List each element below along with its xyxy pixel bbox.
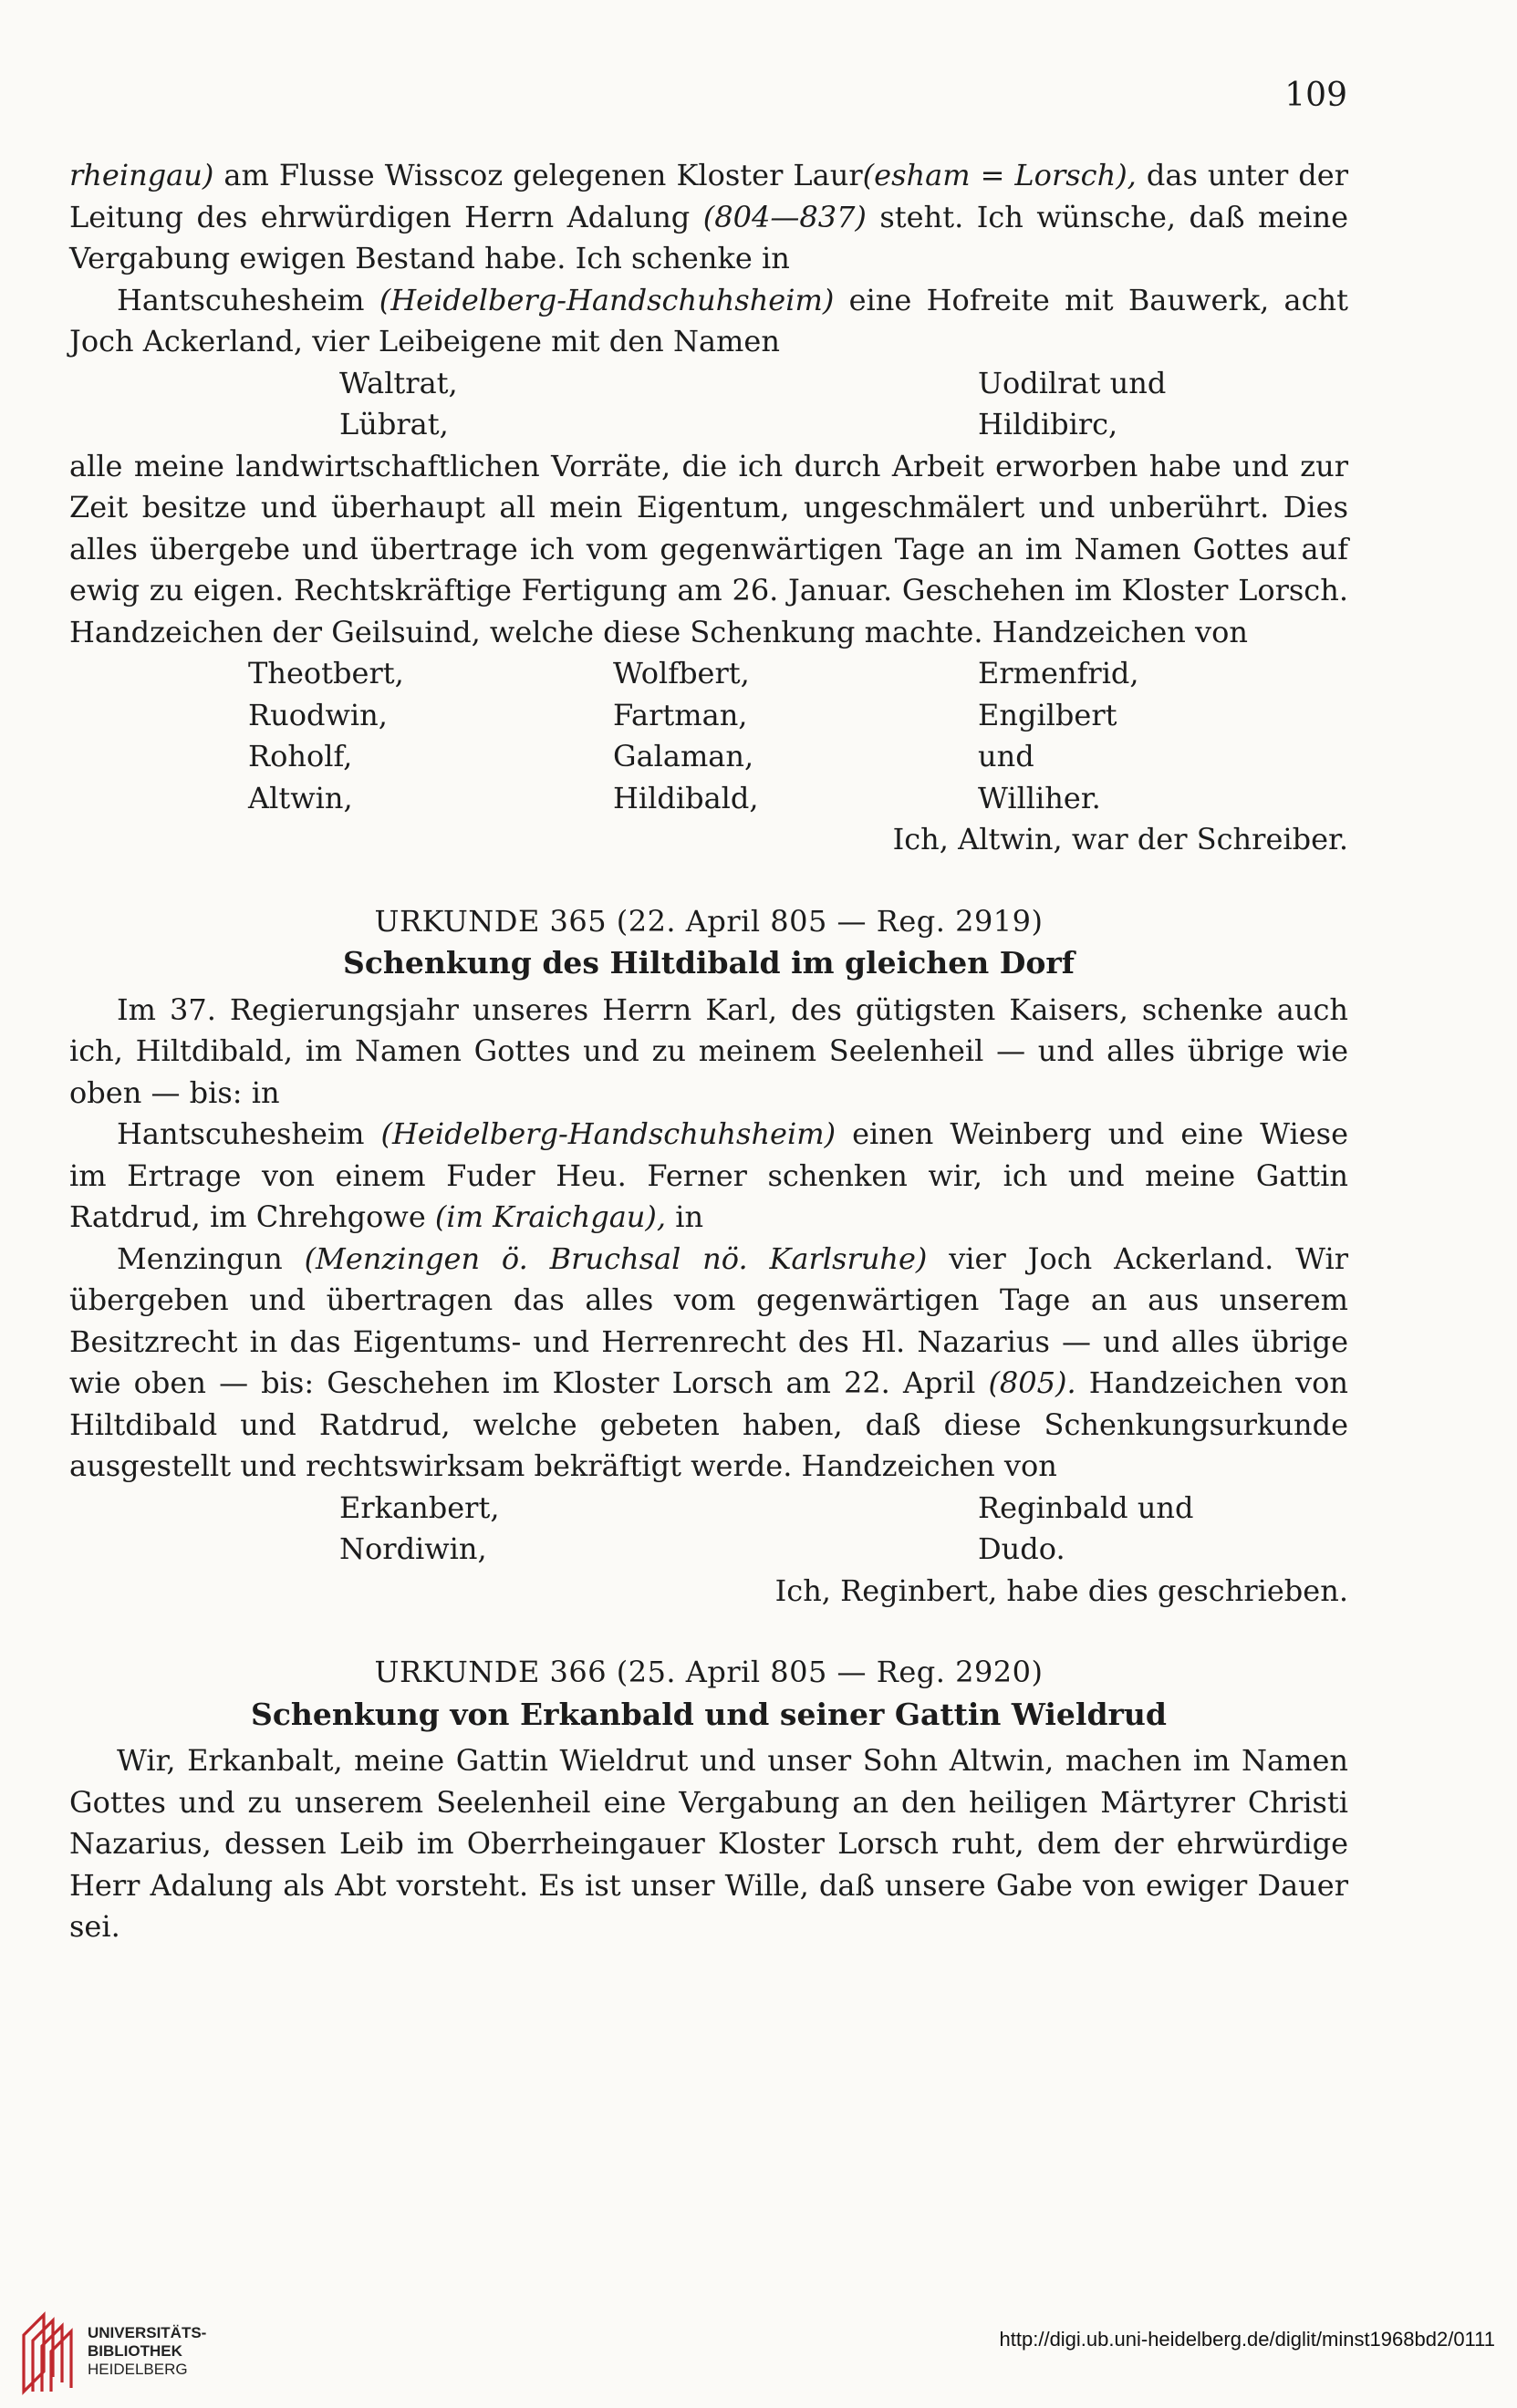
- italic-fragment: (im Kraichgau),: [434, 1199, 667, 1234]
- witness-name: Erkanbert,: [339, 1489, 500, 1525]
- text-fragment: Hantscuhesheim: [117, 1116, 381, 1151]
- paragraph-body: Wir, Erkanbalt, meine Gattin Wieldrut und unser Sohn Altwin, machen im Namen Gottes und zu unserem Seelenheil eine Vergabung an den heiligen Märtyrer Christi Nazarius, dessen Leib im Oberrheingauer Kloster Lorsch ruht, dem der ehrwürdige Herr Adalung als Abt vorsteht. Es ist unser Wille, daß unsere Gabe von ewiger Dauer sei.: [69, 1743, 1348, 1944]
- section-heading: URKUNDE 366 (25. April 805 — Reg. 2920): [374, 1655, 1044, 1689]
- text-fragment: vier Joch Ackerland. Wir übergeben und übertragen das alles vom gegenwärtigen Tage an aus unserem Besitzrecht in das Eigentums- und Herrenrecht des Hl. Nazarius — und alles übrige wie oben — bis: Geschehen im Kloster Lorsch am 22. April: [69, 1240, 1349, 1400]
- paragraph-body: Im 37. Regierungsjahr unseres Herrn Karl, des gütigsten Kaisers, schenke auch ich, Hiltdibald, im Namen Gottes und zu meinem Seelenheil — und alles übrige wie oben — bis: in: [69, 991, 1348, 1110]
- library-name: [88, 2324, 206, 2379]
- serf-name: Lübrat,: [339, 407, 449, 441]
- witness-name: Fartman,: [613, 697, 748, 732]
- witness-name: Theotbert,: [248, 656, 404, 690]
- serf-name: Hildibirc,: [978, 407, 1118, 441]
- section-title: Schenkung des Hiltdibald im gleichen Dorf: [343, 945, 1075, 981]
- witness-name: Roholf,: [248, 739, 353, 773]
- witness-name: Williher.: [978, 780, 1101, 815]
- scribe-line: Ich, Reginbert, habe dies geschrieben.: [774, 1572, 1348, 1608]
- page-number: 109: [1284, 77, 1347, 114]
- italic-fragment: rheingau): [69, 158, 214, 192]
- witness-name: Hildibald,: [613, 780, 759, 815]
- library-logo-icon: [16, 2304, 77, 2395]
- witness-name: Ermenfrid,: [978, 656, 1139, 690]
- witness-name: Ruodwin,: [248, 697, 388, 732]
- witness-name: Nordiwin,: [339, 1531, 487, 1566]
- paragraph-place: [69, 280, 1348, 363]
- text-fragment: Menzingun: [117, 1240, 305, 1276]
- text-fragment: einen Weinberg und eine Wiese im Ertrage von einem Fuder Heu. Ferner schenken wir, ich und meine Gattin Ratdrud, im Chrehgowe: [69, 1116, 1349, 1234]
- text-fragment: in: [666, 1199, 704, 1234]
- italic-fragment: (805).: [988, 1365, 1076, 1400]
- serf-names: [69, 363, 1348, 446]
- library-name-line: UNIVERSITÄTS-: [88, 2324, 207, 2341]
- italic-fragment: (esham = Lorsch),: [862, 158, 1137, 192]
- paragraph-place: [69, 1239, 1348, 1488]
- witness-name: Engilbert: [978, 697, 1117, 732]
- library-name-line: BIBLIOTHEK: [88, 2342, 182, 2360]
- text-fragment: das unter der Leitung des ehrwürdigen Herrn Adalung: [69, 158, 1349, 234]
- witness-names: [69, 653, 1348, 819]
- page-footer: [0, 2299, 1517, 2408]
- page-body: [69, 155, 1348, 1948]
- witness-name: Galaman,: [613, 739, 754, 773]
- witness-name: und: [978, 739, 1034, 773]
- paragraph-continuation: [69, 155, 1348, 280]
- text-fragment: eine Hofreite mit Bauwerk, acht Joch Ackerland, vier Leibeigene mit den Namen: [69, 282, 1348, 358]
- paragraph-place: [69, 1114, 1348, 1239]
- italic-fragment: (Heidelberg-Handschuhsheim): [379, 282, 835, 317]
- witness-names: [69, 1488, 1348, 1571]
- library-name-line: HEIDELBERG: [88, 2361, 188, 2378]
- witness-name: Reginbald und: [978, 1489, 1194, 1525]
- text-fragment: Handzeichen von Hiltdibald und Ratdrud, welche gebeten haben, daß diese Schenkungsurkunde ausgestellt und rechtswirksam bekräftigt werde. Handzeichen von: [69, 1365, 1349, 1483]
- paragraph-body: alle meine landwirtschaftlichen Vorräte, die ich durch Arbeit erworben habe und zur Zeit besitze und überhaupt all mein Eigentum, ungeschmälert und unberührt. Dies alles übergebe und übertrage ich vom gegenwärtigen Tage an im Namen Gottes auf ewig zu eigen. Rechtskräftige Fertigung am 26. Januar. Geschehen im Kloster Lorsch. Handzeichen der Geilsuind, welche diese Schenkung machte. Handzeichen von: [69, 448, 1348, 649]
- italic-fragment: (804—837): [702, 199, 867, 234]
- witness-name: Wolfbert,: [613, 656, 750, 690]
- text-fragment: Hantscuhesheim: [117, 282, 379, 317]
- source-url-link[interactable]: http://digi.ub.uni-heidelberg.de/diglit/minst1968bd2/0111: [999, 2328, 1495, 2351]
- italic-fragment: (Heidelberg-Handschuhsheim): [380, 1116, 836, 1151]
- italic-fragment: (Menzingen ö. Bruchsal nö. Karlsruhe): [304, 1240, 928, 1276]
- text-fragment: Laur: [793, 158, 863, 192]
- serf-name: Waltrat,: [339, 365, 458, 400]
- section-title: Schenkung von Erkanbald und seiner Gattin Wieldrud: [251, 1696, 1167, 1732]
- text-fragment: steht. Ich wünsche, daß meine Vergabung ewigen Bestand habe. Ich schenke in: [69, 199, 1349, 275]
- scribe-line: Ich, Altwin, war der Schreiber.: [892, 822, 1348, 856]
- serf-name: Uodilrat und: [978, 365, 1167, 400]
- witness-name: Altwin,: [248, 780, 353, 815]
- text-fragment: am Flusse Wisscoz gelegenen Kloster: [213, 158, 794, 192]
- witness-name: Dudo.: [978, 1531, 1065, 1566]
- section-heading: URKUNDE 365 (22. April 805 — Reg. 2919): [374, 903, 1044, 939]
